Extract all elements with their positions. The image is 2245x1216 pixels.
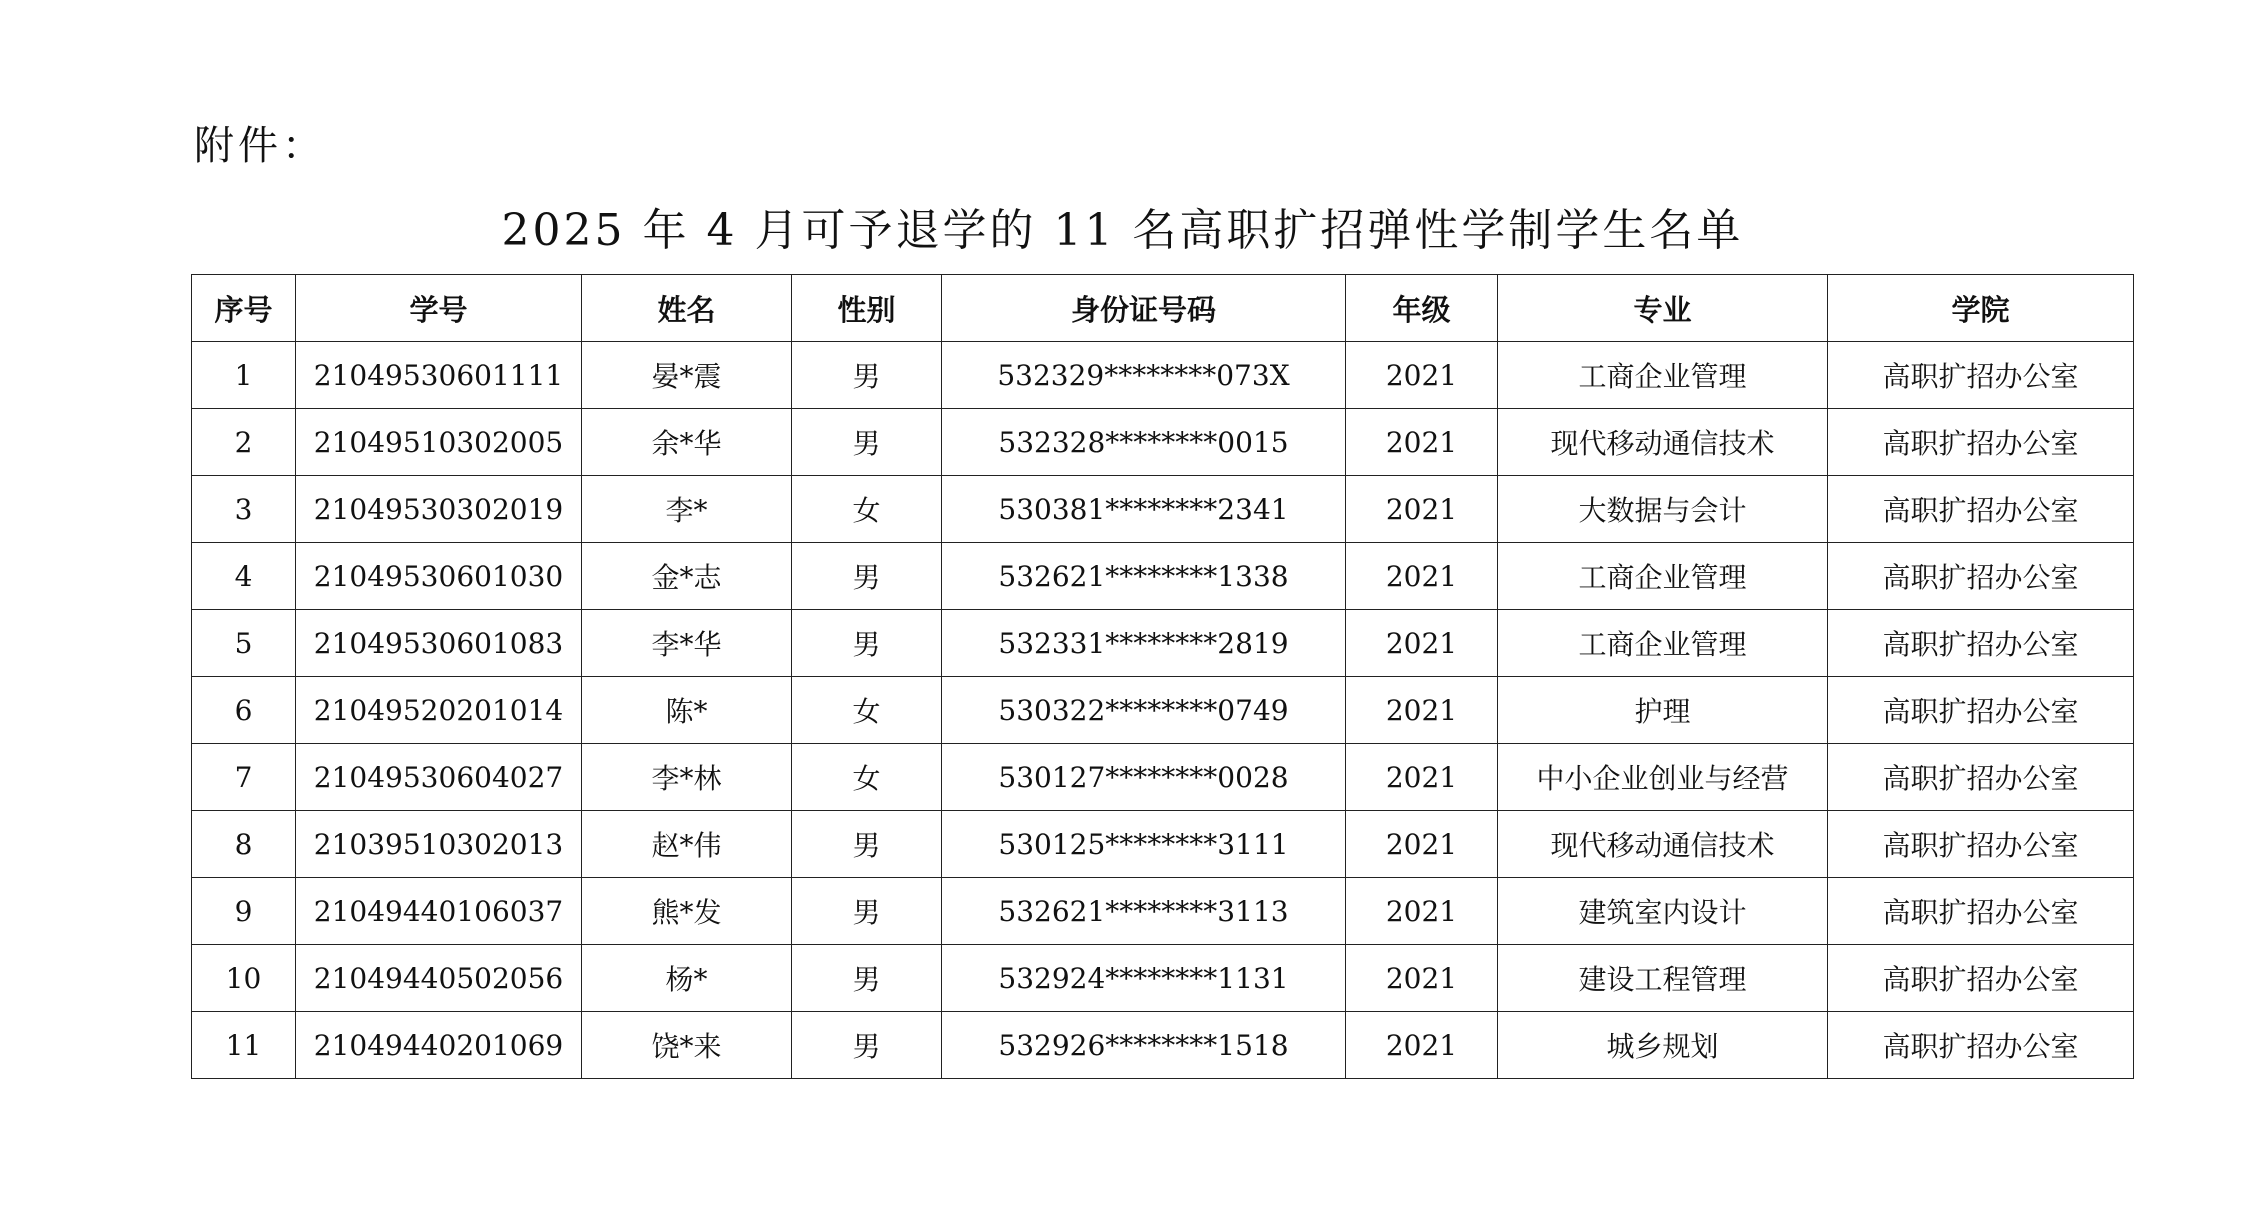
col-header-id-number: 身份证号码 (942, 275, 1346, 342)
cell-grade: 2021 (1346, 610, 1498, 677)
cell-gender: 男 (792, 543, 942, 610)
cell-index: 2 (192, 409, 296, 476)
table-row (192, 811, 2134, 878)
cell-major: 工商企业管理 (1498, 342, 1828, 409)
cell-student-id: 21049530601030 (296, 543, 582, 610)
document-title: 2025 年 4 月可予退学的 11 名高职扩招弹性学制学生名单 (501, 205, 1744, 256)
cell-student-id: 21049440201069 (296, 1012, 582, 1079)
cell-name: 饶*来 (582, 1012, 792, 1079)
cell-gender: 男 (792, 409, 942, 476)
cell-student-id: 21039510302013 (296, 811, 582, 878)
cell-id-number: 532329********073X (942, 342, 1346, 409)
cell-gender: 女 (792, 677, 942, 744)
cell-gender: 男 (792, 342, 942, 409)
cell-gender: 女 (792, 744, 942, 811)
cell-name: 李*华 (582, 610, 792, 677)
cell-id-number: 532621********1338 (942, 543, 1346, 610)
cell-college: 高职扩招办公室 (1828, 811, 2134, 878)
cell-college: 高职扩招办公室 (1828, 409, 2134, 476)
table-row (192, 945, 2134, 1012)
cell-college: 高职扩招办公室 (1828, 878, 2134, 945)
cell-grade: 2021 (1346, 744, 1498, 811)
cell-gender: 男 (792, 610, 942, 677)
cell-index: 11 (192, 1012, 296, 1079)
cell-student-id: 21049530601111 (296, 342, 582, 409)
table-row (192, 1012, 2134, 1079)
table-row (192, 878, 2134, 945)
cell-grade: 2021 (1346, 878, 1498, 945)
cell-major: 工商企业管理 (1498, 543, 1828, 610)
cell-id-number: 532331********2819 (942, 610, 1346, 677)
col-header-name: 姓名 (582, 275, 792, 342)
cell-name: 余*华 (582, 409, 792, 476)
cell-student-id: 21049510302005 (296, 409, 582, 476)
cell-college: 高职扩招办公室 (1828, 476, 2134, 543)
cell-id-number: 530322********0749 (942, 677, 1346, 744)
cell-major: 中小企业创业与经营 (1498, 744, 1828, 811)
cell-index: 3 (192, 476, 296, 543)
cell-index: 8 (192, 811, 296, 878)
col-header-student-id: 学号 (296, 275, 582, 342)
cell-name: 金*志 (582, 543, 792, 610)
cell-major: 城乡规划 (1498, 1012, 1828, 1079)
table-row (192, 476, 2134, 543)
cell-college: 高职扩招办公室 (1828, 342, 2134, 409)
cell-grade: 2021 (1346, 811, 1498, 878)
cell-college: 高职扩招办公室 (1828, 945, 2134, 1012)
table-body (192, 342, 2134, 1079)
cell-index: 6 (192, 677, 296, 744)
cell-id-number: 532926********1518 (942, 1012, 1346, 1079)
attachment-label: 附件： (194, 123, 326, 169)
table-row (192, 677, 2134, 744)
table-row (192, 409, 2134, 476)
cell-name: 李*林 (582, 744, 792, 811)
cell-student-id: 21049530302019 (296, 476, 582, 543)
cell-grade: 2021 (1346, 543, 1498, 610)
cell-name: 熊*发 (582, 878, 792, 945)
col-header-grade: 年级 (1346, 275, 1498, 342)
cell-major: 现代移动通信技术 (1498, 409, 1828, 476)
cell-major: 护理 (1498, 677, 1828, 744)
cell-college: 高职扩招办公室 (1828, 1012, 2134, 1079)
col-header-major: 专业 (1498, 275, 1828, 342)
cell-id-number: 530125********3111 (942, 811, 1346, 878)
cell-id-number: 530381********2341 (942, 476, 1346, 543)
cell-grade: 2021 (1346, 945, 1498, 1012)
cell-gender: 男 (792, 945, 942, 1012)
col-header-index: 序号 (192, 275, 296, 342)
cell-student-id: 21049440106037 (296, 878, 582, 945)
cell-major: 建筑室内设计 (1498, 878, 1828, 945)
cell-student-id: 21049440502056 (296, 945, 582, 1012)
cell-id-number: 532621********3113 (942, 878, 1346, 945)
cell-college: 高职扩招办公室 (1828, 543, 2134, 610)
table-row (192, 543, 2134, 610)
cell-name: 陈* (582, 677, 792, 744)
cell-index: 5 (192, 610, 296, 677)
cell-grade: 2021 (1346, 677, 1498, 744)
cell-gender: 男 (792, 811, 942, 878)
cell-student-id: 21049520201014 (296, 677, 582, 744)
cell-name: 赵*伟 (582, 811, 792, 878)
cell-major: 大数据与会计 (1498, 476, 1828, 543)
cell-student-id: 21049530604027 (296, 744, 582, 811)
cell-college: 高职扩招办公室 (1828, 677, 2134, 744)
cell-college: 高职扩招办公室 (1828, 610, 2134, 677)
cell-major: 现代移动通信技术 (1498, 811, 1828, 878)
cell-index: 7 (192, 744, 296, 811)
cell-major: 工商企业管理 (1498, 610, 1828, 677)
cell-college: 高职扩招办公室 (1828, 744, 2134, 811)
col-header-college: 学院 (1828, 275, 2134, 342)
cell-name: 晏*震 (582, 342, 792, 409)
cell-name: 杨* (582, 945, 792, 1012)
table-row (192, 342, 2134, 409)
cell-id-number: 530127********0028 (942, 744, 1346, 811)
col-header-gender: 性别 (792, 275, 942, 342)
header-row (192, 275, 2134, 342)
cell-gender: 男 (792, 1012, 942, 1079)
cell-grade: 2021 (1346, 409, 1498, 476)
cell-index: 10 (192, 945, 296, 1012)
table-row (192, 610, 2134, 677)
cell-id-number: 532328********0015 (942, 409, 1346, 476)
cell-student-id: 21049530601083 (296, 610, 582, 677)
cell-grade: 2021 (1346, 476, 1498, 543)
student-table (191, 274, 2134, 1079)
cell-gender: 女 (792, 476, 942, 543)
cell-index: 1 (192, 342, 296, 409)
table-row (192, 744, 2134, 811)
cell-major: 建设工程管理 (1498, 945, 1828, 1012)
cell-name: 李* (582, 476, 792, 543)
cell-index: 9 (192, 878, 296, 945)
cell-id-number: 532924********1131 (942, 945, 1346, 1012)
cell-gender: 男 (792, 878, 942, 945)
cell-grade: 2021 (1346, 342, 1498, 409)
cell-grade: 2021 (1346, 1012, 1498, 1079)
cell-index: 4 (192, 543, 296, 610)
